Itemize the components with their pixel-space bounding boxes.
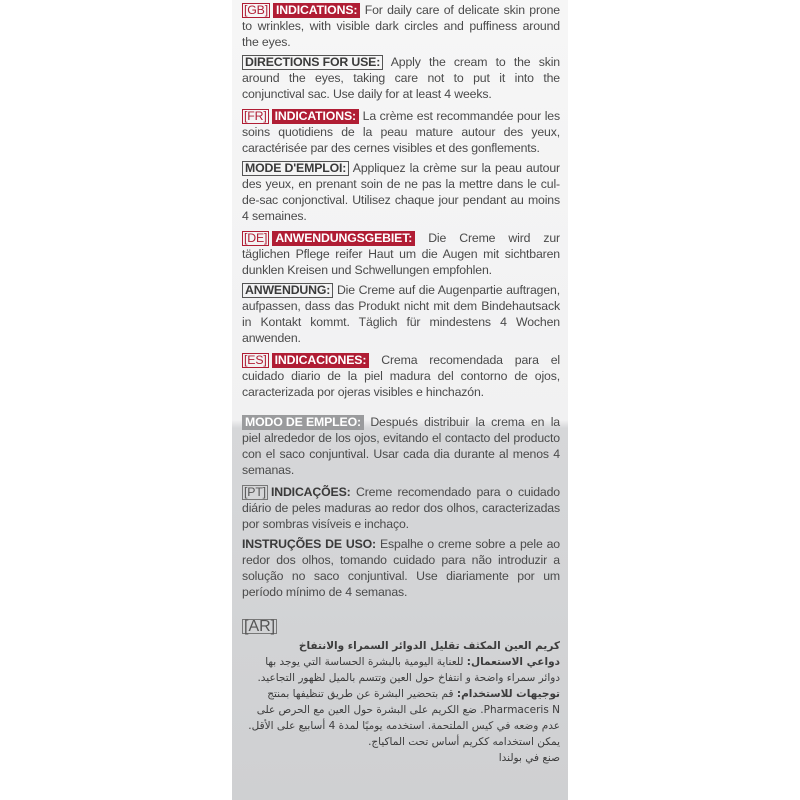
ar-directions-label: توجيهات للاستخدام: <box>456 688 560 700</box>
lang-code-de: [DE] <box>244 231 268 245</box>
es-mode-paragraph <box>242 414 560 478</box>
fr-mode-label: MODE D'EMPLOI: <box>242 161 349 176</box>
ar-indications-text: للعناية اليومية بالبشرة الحساسة التي يوجد بها دوائر سمراء واضحة و انتفاخ حول العين وتتسم بالميل لظهور التجاعيد. <box>257 656 560 684</box>
ar-indications-label: دواعي الاستعمال: <box>466 656 560 668</box>
de-indications-label: ANWENDUNGSGEBIET: <box>272 231 415 246</box>
ar-made-in: صنع في بولندا <box>498 752 560 764</box>
de-indications-paragraph <box>242 230 560 278</box>
fr-indications-text: La crème est recommandée pour les soins quotidiens de la peau mature autour des yeux, caractérisée par des cernes visibles et des gonflements. <box>242 109 560 155</box>
de-mode-paragraph <box>242 282 560 346</box>
ar-directions-text: قم بتحضير البشرة عن طريق تنظيفها بمنتج Pharmaceris N. ضع الكريم على البشرة حول العين مع الحرص على عدم وضعه في كيس الملتحمة. استخدمه يوميًا لمدة 4 أسابيع على الأقل. يمكن استخدامه ككريم أساس تحت الماكياج. <box>248 688 560 748</box>
leaflet-text <box>242 2 560 604</box>
de-mode-label: ANWENDUNG: <box>242 283 333 298</box>
gb-indications-label: INDICATIONS: <box>273 3 360 18</box>
lang-code-es: [ES] <box>244 353 267 367</box>
de-mode-text: Die Creme auf die Augenpartie auftragen, aufpassen, dass das Produkt nicht mit dem Bindehautsack in Kontakt kommt. Täglich für mindestens 4 Wochen anwenden. <box>242 283 560 345</box>
ar-indications-paragraph <box>242 654 560 686</box>
pt-mode-label: INSTRUÇÕES DE USO: <box>242 537 376 551</box>
gb-directions-label: DIRECTIONS FOR USE: <box>242 55 383 70</box>
gb-directions-paragraph <box>242 54 560 102</box>
ar-title: كريم العين المكثف تقليل الدوائر السمراء والانتفاخ <box>298 640 560 652</box>
es-mode-text: Después distribuir la crema en la piel alrededor de los ojos, evitando el contacto del producto con el saco conjuntival. Usar cada dia durante al menos 4 semanas. <box>242 415 560 477</box>
fr-indications-label: INDICATIONS: <box>272 109 359 124</box>
gb-indications-paragraph <box>242 2 560 50</box>
pt-indications-text: Creme recomendado para o cuidado diário de peles maduras ao redor dos olhos, caracterizadas por sombras visíveis e inchaço. <box>242 485 560 531</box>
es-indications-text: Crema recomendada para el cuidado diario de la piel madura del contorno de ojos, caracterizada por ojeras visibles e hinchazón. <box>242 353 560 399</box>
left-background <box>0 0 232 800</box>
lang-code-fr: [FR] <box>244 109 267 123</box>
right-background <box>568 0 800 800</box>
ar-text-block <box>242 638 560 766</box>
es-mode-label: MODO DE EMPLEO: <box>242 415 364 430</box>
gb-directions-text: Apply the cream to the skin around the eyes, taking care not to put it into the conjunctival sac. Use daily for at least 4 weeks. <box>242 55 560 101</box>
pt-indications-label: INDICAÇÕES: <box>270 485 351 499</box>
fr-mode-text: Appliquez la crème sur la peau autour des yeux, en prenant soin de ne pas la mettre dans le cul-de-sac conjonctival. Utilisez chaque jour pendant au moins 4 semaines. <box>242 161 560 223</box>
de-indications-text: Die Creme wird zur täglichen Pflege reifer Haut um die Augen mit sichtbaren dunklen Kreisen und Schwellungen empfohlen. <box>242 231 560 277</box>
es-indications-paragraph <box>242 352 560 400</box>
es-indications-label: INDICACIONES: <box>272 353 370 368</box>
ar-section <box>242 618 560 766</box>
gb-indications-text: For daily care of delicate skin prone to wrinkles, with visible dark circles and puffiness around the eyes. <box>242 3 560 49</box>
lang-code-ar: [AR] <box>244 618 276 635</box>
ar-directions-paragraph <box>242 686 560 750</box>
lang-code-gb: [GB] <box>244 3 268 17</box>
pt-indications-paragraph <box>242 484 560 532</box>
lang-code-pt: [PT] <box>244 485 266 499</box>
fr-indications-paragraph <box>242 108 560 156</box>
pt-mode-paragraph <box>242 536 560 600</box>
pt-mode-text: Espalhe o creme sobre a pele ao redor dos olhos, tomando cuidado para não introduzir a solução no saco conjuntival. Use diariamente por um período mínimo de 4 semanas. <box>242 537 560 599</box>
fr-mode-paragraph <box>242 160 560 224</box>
